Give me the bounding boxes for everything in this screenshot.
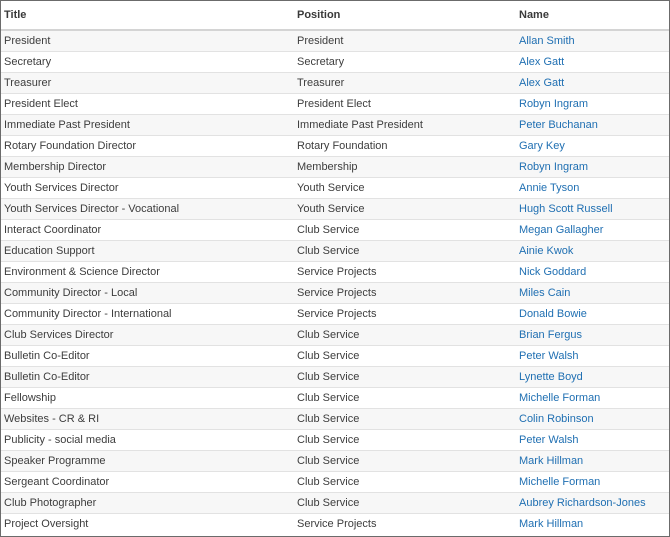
- cell-name-link[interactable]: Miles Cain: [516, 282, 669, 303]
- cell-title: Community Director - International: [1, 303, 294, 324]
- cell-name-link[interactable]: Gary Key: [516, 135, 669, 156]
- cell-title: Websites - CR & RI: [1, 408, 294, 429]
- table-row: [1, 51, 669, 72]
- cell-name-link[interactable]: Peter Walsh: [516, 429, 669, 450]
- cell-name-link[interactable]: Nick Goddard: [516, 261, 669, 282]
- table-row: [1, 30, 669, 51]
- cell-title: Project Oversight: [1, 513, 294, 534]
- column-header-name[interactable]: Name: [516, 1, 669, 30]
- cell-title: Bulletin Co-Editor: [1, 345, 294, 366]
- cell-name-link[interactable]: Mark Hillman: [516, 513, 669, 534]
- table-row: [1, 324, 669, 345]
- table-row: [1, 345, 669, 366]
- cell-position: Club Service: [294, 240, 516, 261]
- cell-title: Rotary Foundation Director: [1, 135, 294, 156]
- cell-title: Treasurer: [1, 72, 294, 93]
- cell-name-link[interactable]: Colin Robinson: [516, 408, 669, 429]
- cell-position: Club Service: [294, 408, 516, 429]
- column-header-position[interactable]: Position: [294, 1, 516, 30]
- cell-title: Immediate Past President: [1, 114, 294, 135]
- cell-name-link[interactable]: Hugh Scott Russell: [516, 198, 669, 219]
- cell-name-link[interactable]: Michelle Forman: [516, 471, 669, 492]
- cell-title: Speaker Programme: [1, 450, 294, 471]
- cell-position: Membership: [294, 156, 516, 177]
- table-row: [1, 429, 669, 450]
- cell-title: Community Director - Local: [1, 282, 294, 303]
- cell-title: Environment & Science Director: [1, 261, 294, 282]
- cell-position: Youth Service: [294, 198, 516, 219]
- cell-position: Service Projects: [294, 513, 516, 534]
- cell-title: Youth Services Director: [1, 177, 294, 198]
- table-row: [1, 198, 669, 219]
- cell-position: Service Projects: [294, 303, 516, 324]
- table-row: [1, 408, 669, 429]
- cell-name-link[interactable]: Megan Gallagher: [516, 219, 669, 240]
- cell-position: Youth Service: [294, 177, 516, 198]
- cell-title: Publicity - social media: [1, 429, 294, 450]
- table-row: [1, 72, 669, 93]
- cell-position: President Elect: [294, 93, 516, 114]
- cell-name-link[interactable]: Ainie Kwok: [516, 240, 669, 261]
- cell-name-link[interactable]: Aubrey Richardson-Jones: [516, 492, 669, 513]
- cell-title: Club Services Director: [1, 324, 294, 345]
- table-row: [1, 513, 669, 534]
- officers-table: [1, 1, 669, 534]
- table-row: [1, 492, 669, 513]
- cell-title: Interact Coordinator: [1, 219, 294, 240]
- table-row: [1, 156, 669, 177]
- cell-name-link[interactable]: Michelle Forman: [516, 387, 669, 408]
- table-row: [1, 135, 669, 156]
- cell-name-link[interactable]: Brian Fergus: [516, 324, 669, 345]
- cell-position: Treasurer: [294, 72, 516, 93]
- cell-position: Service Projects: [294, 261, 516, 282]
- cell-position: Rotary Foundation: [294, 135, 516, 156]
- cell-position: Club Service: [294, 471, 516, 492]
- cell-name-link[interactable]: Peter Buchanan: [516, 114, 669, 135]
- cell-name-link[interactable]: Lynette Boyd: [516, 366, 669, 387]
- table-row: [1, 93, 669, 114]
- cell-position: Club Service: [294, 324, 516, 345]
- cell-name-link[interactable]: Peter Walsh: [516, 345, 669, 366]
- table-header: [1, 1, 669, 30]
- table-row: [1, 282, 669, 303]
- cell-title: President Elect: [1, 93, 294, 114]
- cell-title: President: [1, 30, 294, 51]
- cell-title: Membership Director: [1, 156, 294, 177]
- cell-position: Service Projects: [294, 282, 516, 303]
- table-row: [1, 366, 669, 387]
- cell-name-link[interactable]: Donald Bowie: [516, 303, 669, 324]
- cell-title: Sergeant Coordinator: [1, 471, 294, 492]
- cell-name-link[interactable]: Robyn Ingram: [516, 156, 669, 177]
- table-row: [1, 387, 669, 408]
- cell-title: Bulletin Co-Editor: [1, 366, 294, 387]
- cell-position: Club Service: [294, 387, 516, 408]
- cell-title: Club Photographer: [1, 492, 294, 513]
- cell-name-link[interactable]: Alex Gatt: [516, 72, 669, 93]
- cell-position: Club Service: [294, 429, 516, 450]
- column-header-title[interactable]: Title: [1, 1, 294, 30]
- cell-title: Youth Services Director - Vocational: [1, 198, 294, 219]
- table-row: [1, 219, 669, 240]
- table-row: [1, 240, 669, 261]
- cell-position: Immediate Past President: [294, 114, 516, 135]
- cell-position: Club Service: [294, 450, 516, 471]
- cell-name-link[interactable]: Allan Smith: [516, 30, 669, 51]
- cell-position: Club Service: [294, 345, 516, 366]
- cell-position: Club Service: [294, 366, 516, 387]
- header-row: [1, 1, 669, 30]
- cell-title: Education Support: [1, 240, 294, 261]
- cell-position: Club Service: [294, 219, 516, 240]
- table-body: [1, 30, 669, 534]
- table-row: [1, 114, 669, 135]
- cell-name-link[interactable]: Mark Hillman: [516, 450, 669, 471]
- cell-position: Club Service: [294, 492, 516, 513]
- cell-title: Secretary: [1, 51, 294, 72]
- cell-name-link[interactable]: Annie Tyson: [516, 177, 669, 198]
- table-row: [1, 471, 669, 492]
- table-row: [1, 177, 669, 198]
- table-row: [1, 261, 669, 282]
- cell-position: President: [294, 30, 516, 51]
- cell-title: Fellowship: [1, 387, 294, 408]
- table-row: [1, 303, 669, 324]
- cell-name-link[interactable]: Robyn Ingram: [516, 93, 669, 114]
- cell-position: Secretary: [294, 51, 516, 72]
- cell-name-link[interactable]: Alex Gatt: [516, 51, 669, 72]
- table-row: [1, 450, 669, 471]
